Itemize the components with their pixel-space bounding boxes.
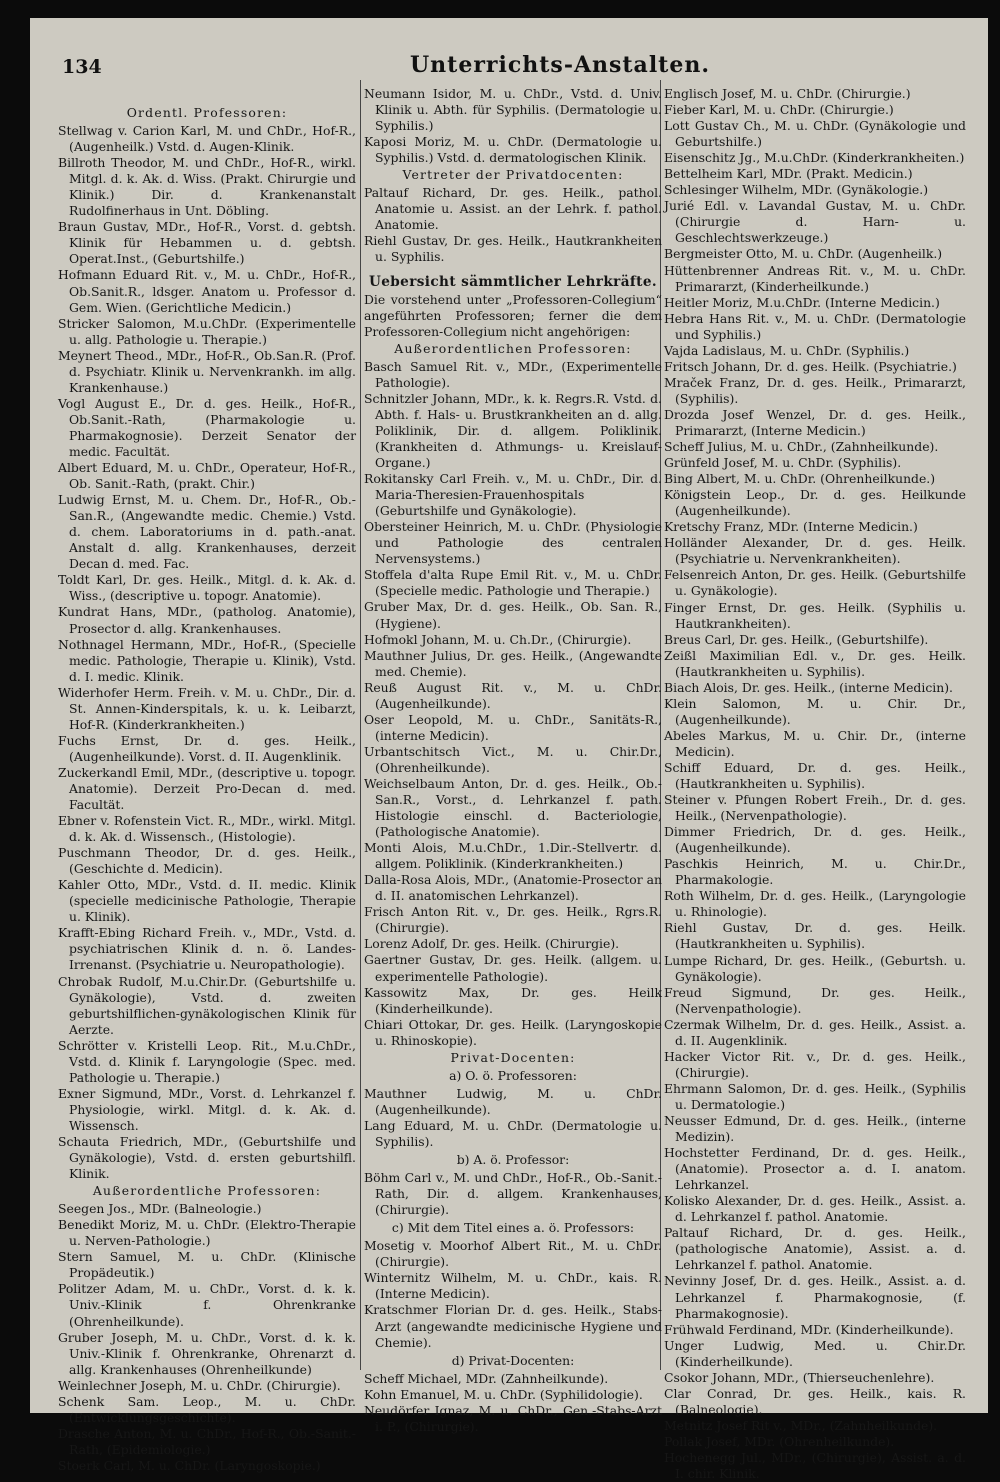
directory-entry: Kahler Otto, MDr., Vstd. d. II. medic. Klinik (specielle medicinische Pathologie, Therapie u. Klinik). — [58, 877, 356, 925]
directory-entry: Holländer Alexander, Dr. d. ges. Heilk. (Psychiatrie u. Nervenkrankheiten). — [664, 535, 966, 567]
directory-entry: Neudörfer Ignaz, M. u. ChDr., Gen.-Stabs-Arzt i. P., (Chirurgie). — [364, 1402, 662, 1434]
directory-entry: Steiner v. Pfungen Robert Freih., Dr. d. ges. Heilk., (Nervenpathologie). — [664, 792, 966, 824]
directory-entry: Finger Ernst, Dr. ges. Heilk. (Syphilis u. Hautkrankheiten). — [664, 599, 966, 631]
directory-entry: Basch Samuel Rit. v., MDr., (Experimentelle Pathologie). — [364, 358, 662, 390]
directory-entry: Schiff Eduard, Dr. d. ges. Heilk., (Hautkrankheiten u. Syphilis). — [664, 759, 966, 792]
directory-entry: Felsenreich Anton, Dr. ges. Heilk. (Geburtshilfe u. Gynäkologie). — [664, 567, 966, 599]
directory-entry: Clar Conrad, Dr. ges. Heilk., kais. R. (Balneologie). — [664, 1385, 966, 1417]
directory-entry: Pollak Josef, MDr. (Ohrenheilkunde). — [664, 1433, 895, 1449]
section-heading-vertreter: Vertreter der Privatdocenten: — [402, 167, 624, 183]
directory-entry: Urbantschitsch Vict., M. u. Chir.Dr., (Ohrenheilkunde). — [364, 743, 662, 775]
directory-entry: Monti Alois, M.u.ChDr., 1.Dir.-Stellvertr. d. allgem. Poliklinik. (Kinderkrankheiten.) — [364, 840, 662, 872]
directory-entry: Mauthner Ludwig, M. u. ChDr. (Augenheilkunde). — [364, 1085, 662, 1117]
directory-entry: Biach Alois, Dr. ges. Heilk., (interne Medicin). — [664, 679, 953, 695]
directory-entry: Chiari Ottokar, Dr. ges. Heilk. (Laryngoskopie u. Rhinoskopie). — [364, 1016, 662, 1048]
directory-entry: Ehrmann Salomon, Dr. d. ges. Heilk., (Syphilis u. Dermatologie.) — [664, 1080, 966, 1112]
directory-entry: Abeles Markus, M. u. Chir. Dr., (interne Medicin). — [664, 727, 966, 759]
directory-entry: Krafft-Ebing Richard Freih. v., MDr., Vstd. d. psychiatrischen Klinik d. n. ö. Landes-Irrenanst. (Psychiatrie u. Neuropathologie). — [58, 925, 356, 973]
directory-entry: Englisch Josef, M. u. ChDr. (Chirurgie.) — [664, 86, 911, 101]
entry-list-ausserordentliche — [58, 1201, 356, 1474]
directory-entry: Drasche Anton, M. u. ChDr., Hof-R., Ob.-Sanit.-Rath, (Epidemiologie.) — [58, 1425, 356, 1457]
directory-entry: Exner Sigmund, MDr., Vorst. d. Lehrkanzel f. Physiologie, wirkl. Mitgl. d. k. Ak. d. Wissensch. — [58, 1085, 356, 1133]
directory-entry: Lang Eduard, M. u. ChDr. (Dermatologie u. Syphilis). — [364, 1117, 662, 1149]
directory-entry: Hofmokl Johann, M. u. Ch.Dr., (Chirurgie). — [364, 631, 632, 647]
directory-entry: Weinlechner Joseph, M. u. ChDr. (Chirurgie). — [58, 1377, 341, 1393]
directory-entry: Rokitansky Carl Freih. v., M. u. ChDr., Dir. d. Maria-Theresien-Frauenhospitals (Geburtshilfe und Gynäkologie). — [364, 471, 662, 519]
directory-entry: Albert Eduard, M. u. ChDr., Operateur, Hof-R., Ob. Sanit.-Rath, (prakt. Chir.) — [58, 460, 356, 492]
directory-entry: Breus Carl, Dr. ges. Heilk., (Geburtshilfe). — [664, 631, 929, 647]
directory-entry: Riehl Gustav, Dr. ges. Heilk., Hautkrankheiten u. Syphilis. — [364, 233, 662, 265]
directory-entry: Freud Sigmund, Dr. ges. Heilk., (Nervenpathologie). — [664, 984, 966, 1016]
entry-list-ordentliche — [58, 123, 356, 1182]
directory-entry: Bergmeister Otto, M. u. ChDr. (Augenheilk.) — [664, 246, 943, 262]
directory-entry: Grünfeld Josef, M. u. ChDr. (Syphilis). — [664, 455, 902, 471]
directory-entry: Frisch Anton Rit. v., Dr. ges. Heilk., Rgrs.R. (Chirurgie). — [364, 904, 662, 936]
subheading-c: c) Mit dem Titel eines a. ö. Professors: — [391, 1220, 635, 1236]
directory-entry: Kretschy Franz, MDr. (Interne Medicin.) — [664, 519, 918, 535]
directory-entry: Stellwag v. Carion Karl, M. und ChDr., Hof-R., (Augenheilk.) Vstd. d. Augen-Klinik. — [58, 123, 356, 155]
directory-entry: Kratschmer Florian Dr. d. ges. Heilk., Stabs-Arzt (angewandte medicinische Hygiene und Chemie). — [364, 1302, 662, 1350]
directory-entry: Paschkis Heinrich, M. u. Chir.Dr., Pharmakologie. — [664, 856, 966, 888]
directory-entry: Hüttenbrenner Andreas Rit. v., M. u. ChDr. Primararzt, (Kinderheilkunde.) — [664, 262, 966, 294]
entry-list-c — [364, 1238, 662, 1350]
column-2 — [364, 86, 662, 1435]
directory-entry: Paltauf Richard, Dr. d. ges. Heilk., (pathologische Anatomie), Assist. a. d. Lehrkanzel f. pathol. Anatomie. — [664, 1225, 966, 1273]
directory-entry: Fuchs Ernst, Dr. d. ges. Heilk., (Augenheilkunde). Vorst. d. II. Augenklinik. — [58, 732, 356, 764]
directory-entry: Vajda Ladislaus, M. u. ChDr. (Syphilis.) — [664, 342, 910, 358]
directory-entry: Puschmann Theodor, Dr. d. ges. Heilk., (Geschichte d. Medicin). — [58, 845, 356, 877]
directory-entry: Riehl Gustav, Dr. d. ges. Heilk. (Hautkrankheiten u. Syphilis). — [664, 920, 966, 952]
directory-entry: Neusser Edmund, Dr. d. ges. Heilk., (interne Medizin). — [664, 1113, 966, 1145]
directory-entry: Heitler Moriz, M.u.ChDr. (Interne Medicin.) — [664, 294, 940, 310]
directory-entry: Bing Albert, M. u. ChDr. (Ohrenheilkunde.) — [664, 471, 936, 487]
directory-entry: Paltauf Richard, Dr. ges. Heilk., pathol. Anatomie u. Assist. an der Lehrk. f. pathol. Anatomie. — [364, 185, 662, 233]
directory-entry: Braun Gustav, MDr., Hof-R., Vorst. d. gebtsh. Klinik für Hebammen u. d. gebtsh. Operat.Inst., (Geburtshilfe.) — [58, 219, 356, 267]
directory-entry: Mraček Franz, Dr. d. ges. Heilk., Primararzt, (Syphilis). — [664, 374, 966, 406]
directory-entry: Vogl August E., Dr. d. ges. Heilk., Hof-R., Ob.Sanit.-Rath, (Pharmakologie u. Pharmakognosie). Derzeit Senator der medic. Facultät. — [58, 395, 356, 459]
entry-list-b — [364, 1170, 662, 1218]
directory-entry: Roth Wilhelm, Dr. d. ges. Heilk., (Laryngologie u. Rhinologie). — [664, 888, 966, 920]
entry-list-privat-docenten-continued — [664, 86, 966, 1482]
directory-entry: Kaposi Moriz, M. u. ChDr. (Dermatologie u. Syphilis.) Vstd. d. dermatologischen Klinik. — [364, 134, 662, 166]
section-heading-uebersicht: Uebersicht sämmtlicher Lehrkräfte. — [368, 273, 658, 290]
directory-entry: Schauta Friedrich, MDr., (Geburtshilfe und Gynäkologie), Vstd. d. ersten geburtshilfl. Klinik. — [58, 1134, 356, 1182]
directory-entry: Böhm Carl v., M. und ChDr., Hof-R., Ob.-Sanit.-Rath, Dir. d. allgem. Krankenhauses, (Chirurgie). — [364, 1170, 662, 1218]
directory-entry: Nevinny Josef, Dr. d. ges. Heilk., Assist. a. d. Lehrkanzel f. Pharmakognosie, (f. Pharmakognosie). — [664, 1273, 966, 1321]
directory-entry: Zuckerkandl Emil, MDr., (descriptive u. topogr. Anatomie). Derzeit Pro-Decan d. med. Facultät. — [58, 764, 356, 813]
directory-entry: Schenk Sam. Leop., M. u. ChDr. (Entwicklungsgeschichte). — [58, 1393, 356, 1425]
directory-entry: Kohn Emanuel, M. u. ChDr. (Syphilidologie). — [364, 1386, 643, 1402]
section-heading-ausserordentlichen: Außerordentlichen Professoren: — [394, 340, 632, 356]
directory-entry: Reuß August Rit. v., M. u. ChDr. (Augenheilkunde). — [364, 679, 662, 711]
directory-entry: Fritsch Johann, Dr. d. ges. Heilk. (Psychiatrie.) — [664, 358, 957, 374]
directory-entry: Lumpe Richard, Dr. ges. Heilk., (Geburtsh. u. Gynäkologie). — [664, 952, 966, 984]
directory-entry: Eisenschitz Jg., M.u.ChDr. (Kinderkrankheiten.) — [664, 150, 965, 166]
directory-entry: Stern Samuel, M. u. ChDr. (Klinische Propädeutik.) — [58, 1249, 356, 1281]
directory-entry: Schnitzler Johann, MDr., k. k. Regrs.R. Vstd. d. Abth. f. Hals- u. Brustkrankheiten an d. allg. Poliklinik, Dir. d. allgem. Poliklinik. (Krankheiten d. Athmungs- u. Kreislauf-Organe.) — [364, 390, 662, 471]
page-header — [30, 18, 988, 80]
directory-entry: Klein Salomon, M. u. Chir. Dr., (Augenheilkunde). — [664, 695, 966, 727]
directory-entry: Gruber Max, Dr. d. ges. Heilk., Ob. San. R., (Hygiene). — [364, 599, 662, 631]
directory-entry: Mauthner Julius, Dr. ges. Heilk., (Angewandte med. Chemie). — [364, 647, 662, 679]
directory-entry: Unger Ludwig, Med. u. Chir.Dr. (Kinderheilkunde). — [664, 1337, 966, 1369]
directory-entry: Ebner v. Rofenstein Vict. R., MDr., wirkl. Mitgl. d. k. Ak. d. Wissensch., (Histologie). — [58, 813, 356, 845]
directory-entry: Kolisko Alexander, Dr. d. ges. Heilk., Assist. a. d. Lehrkanzel f. pathol. Anatomie. — [664, 1193, 966, 1225]
page-number: 134 — [62, 56, 102, 78]
directory-entry: Gruber Joseph, M. u. ChDr., Vorst. d. k. k. Univ.-Klinik f. Ohrenkranke, Ohrenarzt d. allg. Krankenhauses (Ohrenheilkunde) — [58, 1329, 356, 1377]
entry-list-continued — [364, 86, 662, 166]
directory-entry: Oser Leopold, M. u. ChDr., Sanitäts-R., (interne Medicin). — [364, 711, 662, 743]
directory-entry: Stoerk Carl, M. u. ChDr. (Laryngoskopie.) — [58, 1457, 321, 1473]
directory-entry: Politzer Adam, M. u. ChDr., Vorst. d. k. k. Univ.-Klinik f. Ohrenkranke (Ohrenheilkunde). — [58, 1281, 356, 1329]
directory-entry: Billroth Theodor, M. und ChDr., Hof-R., wirkl. Mitgl. d. k. Ak. d. Wiss. (Prakt. Chirurgie und Klinik.) Dir. d. Krankenanstalt Rudolfinerhaus in Unt. Döbling. — [58, 155, 356, 219]
running-title: Unterrichts-Anstalten. — [410, 52, 710, 78]
directory-entry: Csokor Johann, MDr., (Thierseuchenlehre). — [664, 1369, 935, 1385]
directory-entry: Schrötter v. Kristelli Leop. Rit., M.u.ChDr., Vstd. d. Klinik f. Laryngologie (Spec. med. Pathologie u. Therapie.) — [58, 1037, 356, 1085]
section-heading-ordentliche-professoren: Ordentl. Professoren: — [126, 105, 288, 120]
directory-entry: Neumann Isidor, M. u. ChDr., Vstd. d. Univ. Klinik u. Abth. für Syphilis. (Dermatologie u. Syphilis.) — [364, 86, 662, 134]
directory-entry: Obersteiner Heinrich, M. u. ChDr. (Physiologie und Pathologie des centralen Nervensystems.) — [364, 519, 662, 567]
directory-entry: Stricker Salomon, M.u.ChDr. (Experimentelle u. allg. Pathologie u. Therapie.) — [58, 315, 356, 347]
document-page — [30, 18, 988, 1482]
directory-entry: Scheff Michael, MDr. (Zahnheilkunde). — [364, 1370, 609, 1386]
entry-list-a — [364, 1086, 662, 1150]
subheading-a: a) O. ö. Professoren: — [449, 1067, 577, 1083]
directory-entry: Hebra Hans Rit. v., M. u. ChDr. (Dermatologie und Syphilis.) — [664, 310, 966, 342]
directory-entry: Drozda Josef Wenzel, Dr. d. ges. Heilk., Primararzt, (Interne Medicin.) — [664, 406, 966, 438]
directory-entry: Metnitz Josef Rit v., MDr., (Zahnheilkunde). — [664, 1417, 938, 1433]
directory-entry: Schlesinger Wilhelm, MDr. (Gynäkologie.) — [664, 182, 929, 198]
directory-entry: Mosetig v. Moorhof Albert Rit., M. u. ChDr. (Chirurgie). — [364, 1238, 662, 1270]
directory-entry: Hochstetter Ferdinand, Dr. d. ges. Heilk., (Anatomie). Prosector a. d. I. anatom. Lehrkanzel. — [664, 1145, 966, 1193]
directory-entry: Chrobak Rudolf, M.u.Chir.Dr. (Geburtshilfe u. Gynäkologie), Vstd. d. zweiten geburtshilflichen-gynäkologischen Klinik für Aerzte. — [58, 973, 356, 1037]
directory-entry: Hofmann Eduard Rit. v., M. u. ChDr., Hof-R., Ob.Sanit.R., ldsger. Anatom u. Professor d. Gem. Wien. (Gerichtliche Medicin.) — [58, 267, 356, 315]
directory-entry: Toldt Karl, Dr. ges. Heilk., Mitgl. d. k. Ak. d. Wiss., (descriptive u. topogr. Anatomie). — [58, 572, 356, 604]
directory-entry: Meynert Theod., MDr., Hof-R., Ob.San.R. (Prof. d. Psychiatr. Klinik u. Nervenkrankh. im allg. Krankenhause.) — [58, 347, 356, 395]
directory-entry: Kundrat Hans, MDr., (patholog. Anatomie), Prosector d. allg. Krankenhauses. — [58, 604, 356, 636]
directory-entry: Winternitz Wilhelm, M. u. ChDr., kais. R. (Interne Medicin). — [364, 1270, 662, 1302]
directory-entry: Benedikt Moriz, M. u. ChDr. (Elektro-Therapie u. Nerven-Pathologie.) — [58, 1217, 356, 1249]
directory-entry: Bettelheim Karl, MDr. (Prakt. Medicin.) — [664, 166, 913, 182]
subheading-d: d) Privat-Docenten: — [451, 1352, 575, 1368]
column-divider-1 — [360, 80, 361, 1370]
directory-entry: Seegen Jos., MDr. (Balneologie.) — [58, 1201, 262, 1217]
directory-entry: Weichselbaum Anton, Dr. d. ges. Heilk., Ob.-San.R., Vorst., d. Lehrkanzel f. path. Histologie einschl. d. Bacteriologie, (Pathologische Anatomie). — [364, 775, 662, 840]
directory-entry: Gaertner Gustav, Dr. ges. Heilk. (allgem. u. experimentelle Pathologie). — [364, 952, 662, 984]
directory-entry: Lott Gustav Ch., M. u. ChDr. (Gynäkologie und Geburtshilfe.) — [664, 118, 966, 150]
directory-entry: Königstein Leop., Dr. d. ges. Heilkunde (Augenheilkunde). — [664, 487, 966, 519]
directory-entry: Ludwig Ernst, M. u. Chem. Dr., Hof-R., Ob.-San.R., (Angewandte medic. Chemie.) Vstd. d. chem. Laboratoriums in d. path.-anat. Anstalt d. allg. Krankenhauses, derzeit Decan d. med. Fac. — [58, 492, 356, 572]
section-heading-ausserordentliche-professoren: Außerordentliche Professoren: — [92, 1183, 322, 1199]
section-heading-privat-docenten: Privat-Docenten: — [450, 1049, 576, 1065]
directory-entry: Widerhofer Herm. Freih. v. M. u. ChDr., Dir. d. St. Annen-Kinderspitals, k. u. k. Leibarzt, Hof-R. (Kinderkrankheiten.) — [58, 684, 356, 732]
directory-entry: Fieber Karl, M. u. ChDr. (Chirurgie.) — [664, 102, 894, 118]
directory-entry: Stoffela d'alta Rupe Emil Rit. v., M. u. ChDr. (Specielle medic. Pathologie und Therapie.) — [364, 567, 662, 599]
entry-list-d — [364, 1371, 662, 1435]
directory-entry: Hochenegg Jul., MDr., (Chirurgie), Assist. a. d. I. chir. Klinik. — [664, 1449, 966, 1482]
directory-entry: Czermak Wilhelm, Dr. d. ges. Heilk., Assist. a. d. II. Augenklinik. — [664, 1016, 966, 1048]
column-1 — [58, 104, 356, 1474]
intro-paragraph: Die vorstehend unter „Professoren-Collegium“ angeführten Professoren; ferner die dem Professoren-Collegium nicht angehörigen: — [364, 291, 662, 339]
directory-entry: Dimmer Friedrich, Dr. d. ges. Heilk., (Augenheilkunde). — [664, 824, 966, 856]
directory-entry: Frühwald Ferdinand, MDr. (Kinderheilkunde). — [664, 1321, 954, 1337]
directory-entry: Nothnagel Hermann, MDr., Hof-R., (Specielle medic. Pathologie, Therapie u. Klinik), Vstd. d. I. medic. Klinik. — [58, 636, 356, 684]
directory-entry: Scheff Julius, M. u. ChDr., (Zahnheilkunde). — [664, 439, 939, 455]
column-3 — [664, 86, 966, 1482]
directory-entry: Hacker Victor Rit. v., Dr. d. ges. Heilk., (Chirurgie). — [664, 1048, 966, 1080]
directory-entry: Zeißl Maximilian Edl. v., Dr. ges. Heilk. (Hautkrankheiten u. Syphilis). — [664, 647, 966, 679]
entry-list-vertreter — [364, 185, 662, 265]
directory-entry: Lorenz Adolf, Dr. ges. Heilk. (Chirurgie). — [364, 936, 620, 952]
directory-entry: Jurié Edl. v. Lavandal Gustav, M. u. ChDr. (Chirurgie d. Harn- u. Geschlechtswerkzeuge.) — [664, 198, 966, 246]
directory-entry: Kassowitz Max, Dr. ges. Heilk (Kinderheilkunde). — [364, 984, 662, 1016]
entry-list-ausserordentlichen — [364, 359, 662, 1049]
directory-entry: Dalla-Rosa Alois, MDr., (Anatomie-Prosector an d. II. anatomischen Lehrkanzel). — [364, 872, 662, 904]
subheading-b: b) A. ö. Professor: — [456, 1152, 570, 1168]
